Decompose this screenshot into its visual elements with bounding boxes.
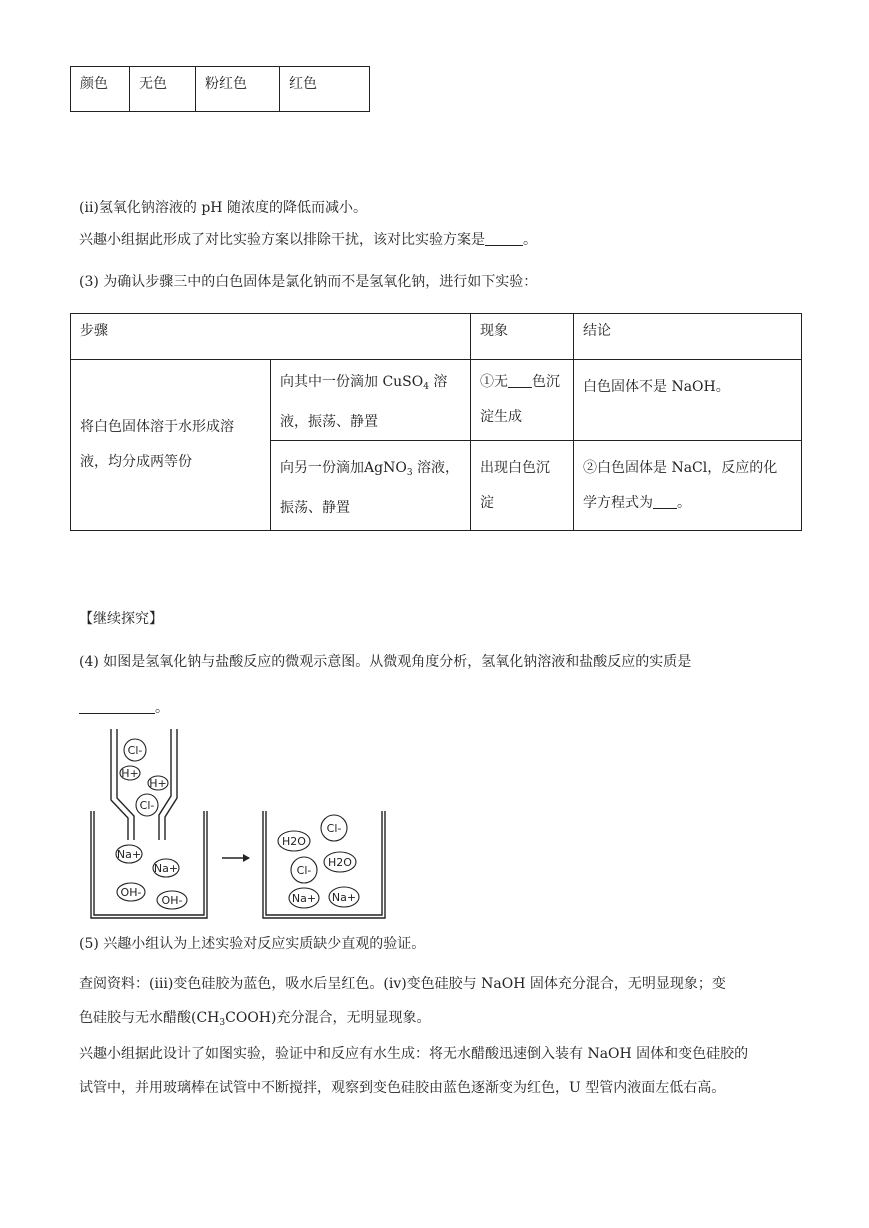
row2-step-subscript: 3 [406, 468, 413, 478]
row2-step-text-end: 溶液， [412, 460, 459, 476]
paragraph-4-answer [79, 698, 169, 718]
paragraph-ref-2-end: COOH)充分混合，无明显现象。 [225, 1010, 431, 1026]
paragraph-4-end: 。 [155, 700, 169, 716]
row2-phen-line2: 淀 [480, 495, 494, 511]
paragraph-ref-1: 查阅资料：(ⅲ)变色硅胶为蓝色，吸水后呈红色。(ⅳ)变色硅胶与 NaOH 固体充分混合，无明显现象；变 [79, 976, 726, 992]
row2-concl-text: 学方程式为 [583, 495, 653, 511]
row2-conclusion [574, 441, 802, 531]
color-table-cell: 红色 [280, 67, 370, 112]
row1-conclusion [574, 360, 802, 441]
step-merged-line2: 液，均分成两等份 [80, 454, 192, 470]
ion-label: H2O [282, 835, 306, 848]
answer-blank[interactable] [79, 699, 155, 714]
ion-label: H+ [121, 767, 139, 780]
left-beaker [91, 811, 207, 918]
paragraph-3: (3) 为确认步骤三中的白色固体是氯化钠而不是氢氧化钠，进行如下实验： [79, 274, 538, 290]
row1-phen-text-end: 色沉 [532, 374, 560, 390]
paragraph-exp-1: 兴趣小组据此设计了如图实验，验证中和反应有水生成：将无水醋酸迅速倒入装有 NaOH 固体和变色硅胶的 [79, 1046, 749, 1062]
continue-heading: 【继续探究】 [79, 611, 163, 627]
color-table-cell: 粉红色 [196, 67, 280, 112]
row1-phen-text: ①无 [480, 374, 508, 390]
row1-phen-line2: 淀生成 [480, 409, 522, 425]
row1-step-subscript: 4 [423, 382, 429, 392]
row1-phen-line1 [480, 365, 564, 400]
ion-label: Na+ [331, 891, 357, 904]
paragraph-4: (4) 如图是氢氧化钠与盐酸反应的微观示意图。从微观角度分析，氢氧化钠溶液和盐酸反应的实质是 [79, 654, 692, 670]
ion-label: Cl- [296, 864, 312, 877]
ion-label: Cl- [139, 799, 155, 812]
row2-step [271, 441, 471, 531]
answer-blank[interactable] [485, 231, 523, 246]
ion-label: H+ [149, 777, 167, 790]
step-merged-line1: 将白色固体溶于水形成溶 [80, 419, 234, 435]
row2-phenomenon [471, 441, 574, 531]
row2-step-text: 向另一份滴加AgNO [280, 460, 407, 476]
paragraph-ref-2-subscript: 3 [219, 1018, 226, 1028]
ion-label: Cl- [127, 744, 143, 757]
step-merged-cell [71, 360, 271, 531]
ion-label: H2O [328, 856, 352, 869]
ion-label: Na+ [291, 892, 317, 905]
row1-step-text-end: 溶 [428, 374, 448, 390]
answer-blank[interactable] [508, 373, 532, 388]
paragraph-plan-text: 兴趣小组据此形成了对比实验方案以排除干扰，该对比实验方案是 [79, 232, 485, 248]
row2-concl-end: 。 [677, 495, 691, 511]
row1-step-line1 [280, 365, 461, 405]
row1-conclusion-text: 白色固体不是 NaOH。 [583, 379, 730, 395]
row2-step-line1 [280, 451, 461, 491]
row1-step-text: 向其中一份滴加 CuSO [280, 374, 424, 390]
paragraph-ref-2-text: 色硅胶与无水醋酸(CH [79, 1010, 220, 1026]
row2-step-line2: 振荡、静置 [280, 500, 350, 516]
arrow-icon [243, 854, 250, 862]
header-step: 步骤 [71, 314, 471, 360]
row2-concl-line2 [583, 486, 792, 521]
color-table [70, 66, 370, 112]
ion-label: OH- [161, 894, 183, 907]
answer-blank[interactable] [653, 494, 677, 509]
row1-phenomenon [471, 360, 574, 441]
ion-label: OH- [120, 886, 142, 899]
paragraph-plan-end: 。 [523, 232, 537, 248]
reaction-diagram [80, 726, 400, 922]
paragraph-plan [79, 230, 537, 250]
row1-step-line2: 液，振荡、静置 [280, 414, 378, 430]
paragraph-5: (5) 兴趣小组认为上述实验对反应实质缺少直观的验证。 [79, 936, 426, 952]
row1-step [271, 360, 471, 441]
row2-phen-line1: 出现白色沉 [480, 460, 550, 476]
color-table-cell: 颜色 [71, 67, 130, 112]
header-phenomenon: 现象 [471, 314, 574, 360]
paragraph-exp-2: 试管中，并用玻璃棒在试管中不断搅拌，观察到变色硅胶由蓝色逐渐变为红色，U 型管内液面左低右高。 [79, 1080, 726, 1096]
ion-label: Na+ [153, 862, 179, 875]
color-table-cell: 无色 [130, 67, 196, 112]
paragraph-ref-2 [79, 1008, 430, 1033]
ion-label: Cl- [326, 822, 342, 835]
ion-label: Na+ [116, 848, 142, 861]
experiment-table [70, 313, 802, 531]
paragraph-ii: (ⅱ)氢氧化钠溶液的 pH 随浓度的降低而减小。 [79, 200, 367, 216]
row2-concl-line1: ②白色固体是 NaCl，反应的化 [583, 460, 778, 476]
header-conclusion: 结论 [574, 314, 802, 360]
